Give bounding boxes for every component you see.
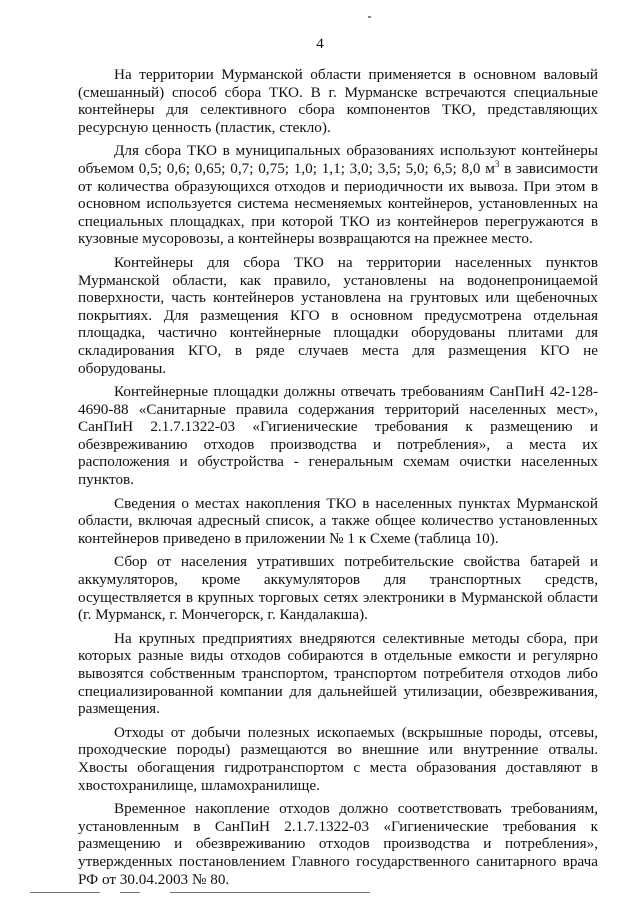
container-volumes-text: Для сбора ТКО в муниципальных образованиях используют контейнеры объемом 0,5; 0,6; 0,65; 0,7; 0,75; 1,0; 1,1; 3,0; 3,5; 5,0; 6,5; 8,0 м	[78, 142, 598, 177]
paragraph-temporary-storage: Временное накопление отходов должно соответствовать требованиям, установленным в СанПиН 2.1.7.1322-03 «Гигиенические требования к размещению и обезвреживанию отходов производства и потребления», утвержденных постановлением Главного государственного санитарного врача РФ от 30.04.2003 № 80.	[78, 800, 598, 888]
paragraph-sanpin-requirements: Контейнерные площадки должны отвечать требованиям СанПиН 42-128-4690-88 «Санитарные правила содержания территорий населенных мест», СанПиН 2.1.7.1322-03 «Гигиенические требования к размещению и обезвреживанию отходов производства и потребления», а места их расположения и обустройства - генеральным схемам очистки населенных пунктов.	[78, 383, 598, 489]
page-number: 4	[316, 36, 324, 52]
document-body	[78, 66, 598, 894]
paragraph-container-volumes	[78, 142, 598, 248]
footer-rule-mid	[120, 892, 140, 893]
paragraph-enterprises: На крупных предприятиях внедряются селективные методы сбора, при которых разные виды отходов собираются в отдельные емкости и регулярно вывозятся собственным транспортом, транспортом потребителя отходов либо специализированной компании для дальнейшей утилизации, обезвреживания, размещения.	[78, 629, 598, 718]
footer-rule-left	[30, 892, 100, 893]
paragraph-batteries: Сбор от населения утративших потребительские свойства батарей и аккумуляторов, кроме аккумуляторов для транспортных средств, осуществляется в крупных торговых сетях электроники в Мурманской области (г. Мурманск, г. Мончегорск, г. Кандалакша).	[78, 553, 598, 624]
cubic-superscript: 3	[494, 158, 500, 169]
container-volumes-text-rest: в зависимости от количества образующихся отходов и периодичности их вывоза. При этом в основном используется система несменяемых контейнеров, установленных на специальных площадках, при которой ТКО из контейнеров перегружаются в кузовные мусоровозы, а контейнеры возвращаются на прежнее место.	[78, 159, 598, 248]
paragraph-collection-method: На территории Мурманской области применяется в основном валовый (смешанный) способ сбора ТКО. В г. Мурманске встречаются специальные контейнеры для селективного сбора компонентов ТКО, представляющих ресурсную ценность (пластик, стекло).	[78, 66, 598, 136]
paragraph-container-surfaces: Контейнеры для сбора ТКО на территории населенных пунктов Мурманской области, как правило, установлены на водонепроницаемой поверхности, часть контейнеров установлена на грунтовых или щебеночных покрытиях. Для размещения КГО в основном предусмотрена отдельная площадка, частично контейнерные площадки оборудованы плитами для складирования КГО, в ряде случаев места для размещения КГО не оборудованы.	[78, 253, 598, 377]
paragraph-accumulation-places: Сведения о местах накопления ТКО в населенных пунктах Мурманской области, включая адресный список, а также общее количество установленных контейнеров приведено в приложении № 1 к Схеме (таблица 10).	[78, 494, 598, 547]
paragraph-mining-waste: Отходы от добычи полезных ископаемых (вскрышные породы, отсевы, проходческие породы) размещаются во внешние или внутренние отвалы. Хвосты обогащения гидротранспортом с места образования доставляют в хвостохранилище, шламохранилище.	[78, 723, 598, 794]
scan-mark	[368, 16, 371, 18]
footer-rule-right	[170, 892, 370, 893]
